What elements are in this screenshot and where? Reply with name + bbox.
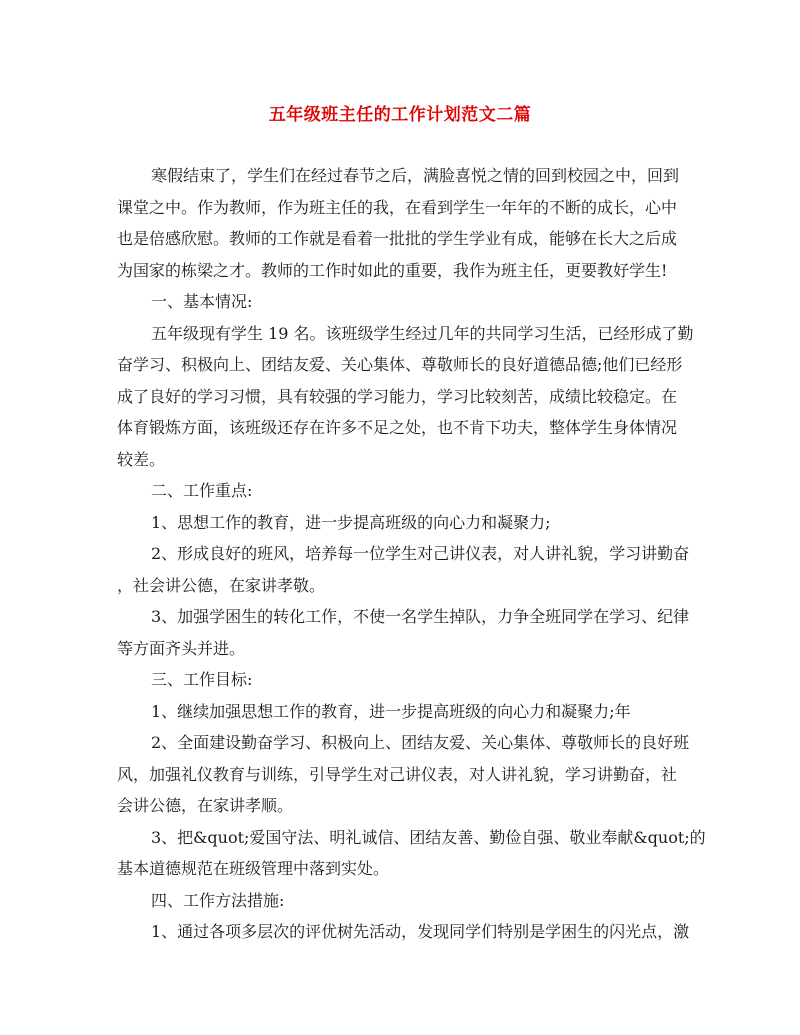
- body-line: 四、工作方法措施:: [151, 890, 285, 910]
- body-line: 3、把&quot;爱国守法、明礼诚信、团结友善、勤俭自强、敬业奉献&quot;的: [151, 827, 706, 847]
- body-line: 体育锻炼方面，该班级还存在许多不足之处，也不肯下功夫，整体学生身体情况: [117, 418, 678, 437]
- body-line: 基本道德规范在班级管理中落到实处。: [117, 859, 390, 878]
- body-line: 为国家的栋梁之才。教师的工作时如此的重要，我作为班主任，更要教好学生!: [117, 260, 668, 280]
- body-line: 较差。: [117, 449, 166, 469]
- body-line: 也是倍感欣慰。教师的工作就是看着一批批的学生学业有成，能够在长大之后成: [117, 229, 678, 248]
- body-line: 风，加强礼仪教育与训练，引导学生对己讲仪表，对人讲礼貌，学习讲勤奋，社: [117, 764, 678, 784]
- body-line: 1、继续加强思想工作的教育，进一步提高班级的向心力和凝聚力;年: [151, 701, 631, 721]
- body-line: 三、工作目标:: [151, 670, 253, 689]
- body-line: ，社会讲公德，在家讲孝敬。: [117, 575, 326, 595]
- document-title: 五年级班主任的工作计划范文二篇: [268, 105, 532, 125]
- body-line: 课堂之中。作为教师，作为班主任的我，在看到学生一年年的不断的成长，心中: [117, 197, 678, 217]
- body-line: 成了良好的学习习惯，具有较强的学习能力，学习比较刻苦，成绩比较稳定。在: [117, 386, 678, 406]
- body-line: 一、基本情况:: [151, 292, 253, 311]
- body-line: 1、思想工作的教育，进一步提高班级的向心力和凝聚力;: [151, 512, 551, 532]
- body-line: 会讲公德，在家讲孝顺。: [117, 796, 294, 815]
- body-line: 五年级现有学生 19 名。该班级学生经过几年的共同学习生活，已经形成了勤: [151, 323, 694, 343]
- document-body: [117, 160, 706, 948]
- body-line: 寒假结束了，学生们在经过春节之后，满脸喜悦之情的回到校园之中，回到: [151, 166, 680, 185]
- body-line: 等方面齐头并进。: [117, 638, 246, 658]
- body-line: 2、形成良好的班风，培养每一位学生对己讲仪表，对人讲礼貌，学习讲勤奋: [151, 544, 690, 563]
- body-line: 奋学习、积极向上、团结友爱、关心集体、尊敬师长的良好道德品德;他们已经形: [117, 355, 683, 374]
- body-line: 3、加强学困生的转化工作，不使一名学生掉队，力争全班同学在学习、纪律: [151, 607, 690, 626]
- body-line: 2、全面建设勤奋学习、积极向上、团结友爱、关心集体、尊敬师长的良好班: [151, 733, 690, 752]
- body-line: 1、通过各项多层次的评优树先活动，发现同学们特别是学困生的闪光点，激: [151, 922, 690, 941]
- body-line: 二、工作重点:: [151, 481, 253, 500]
